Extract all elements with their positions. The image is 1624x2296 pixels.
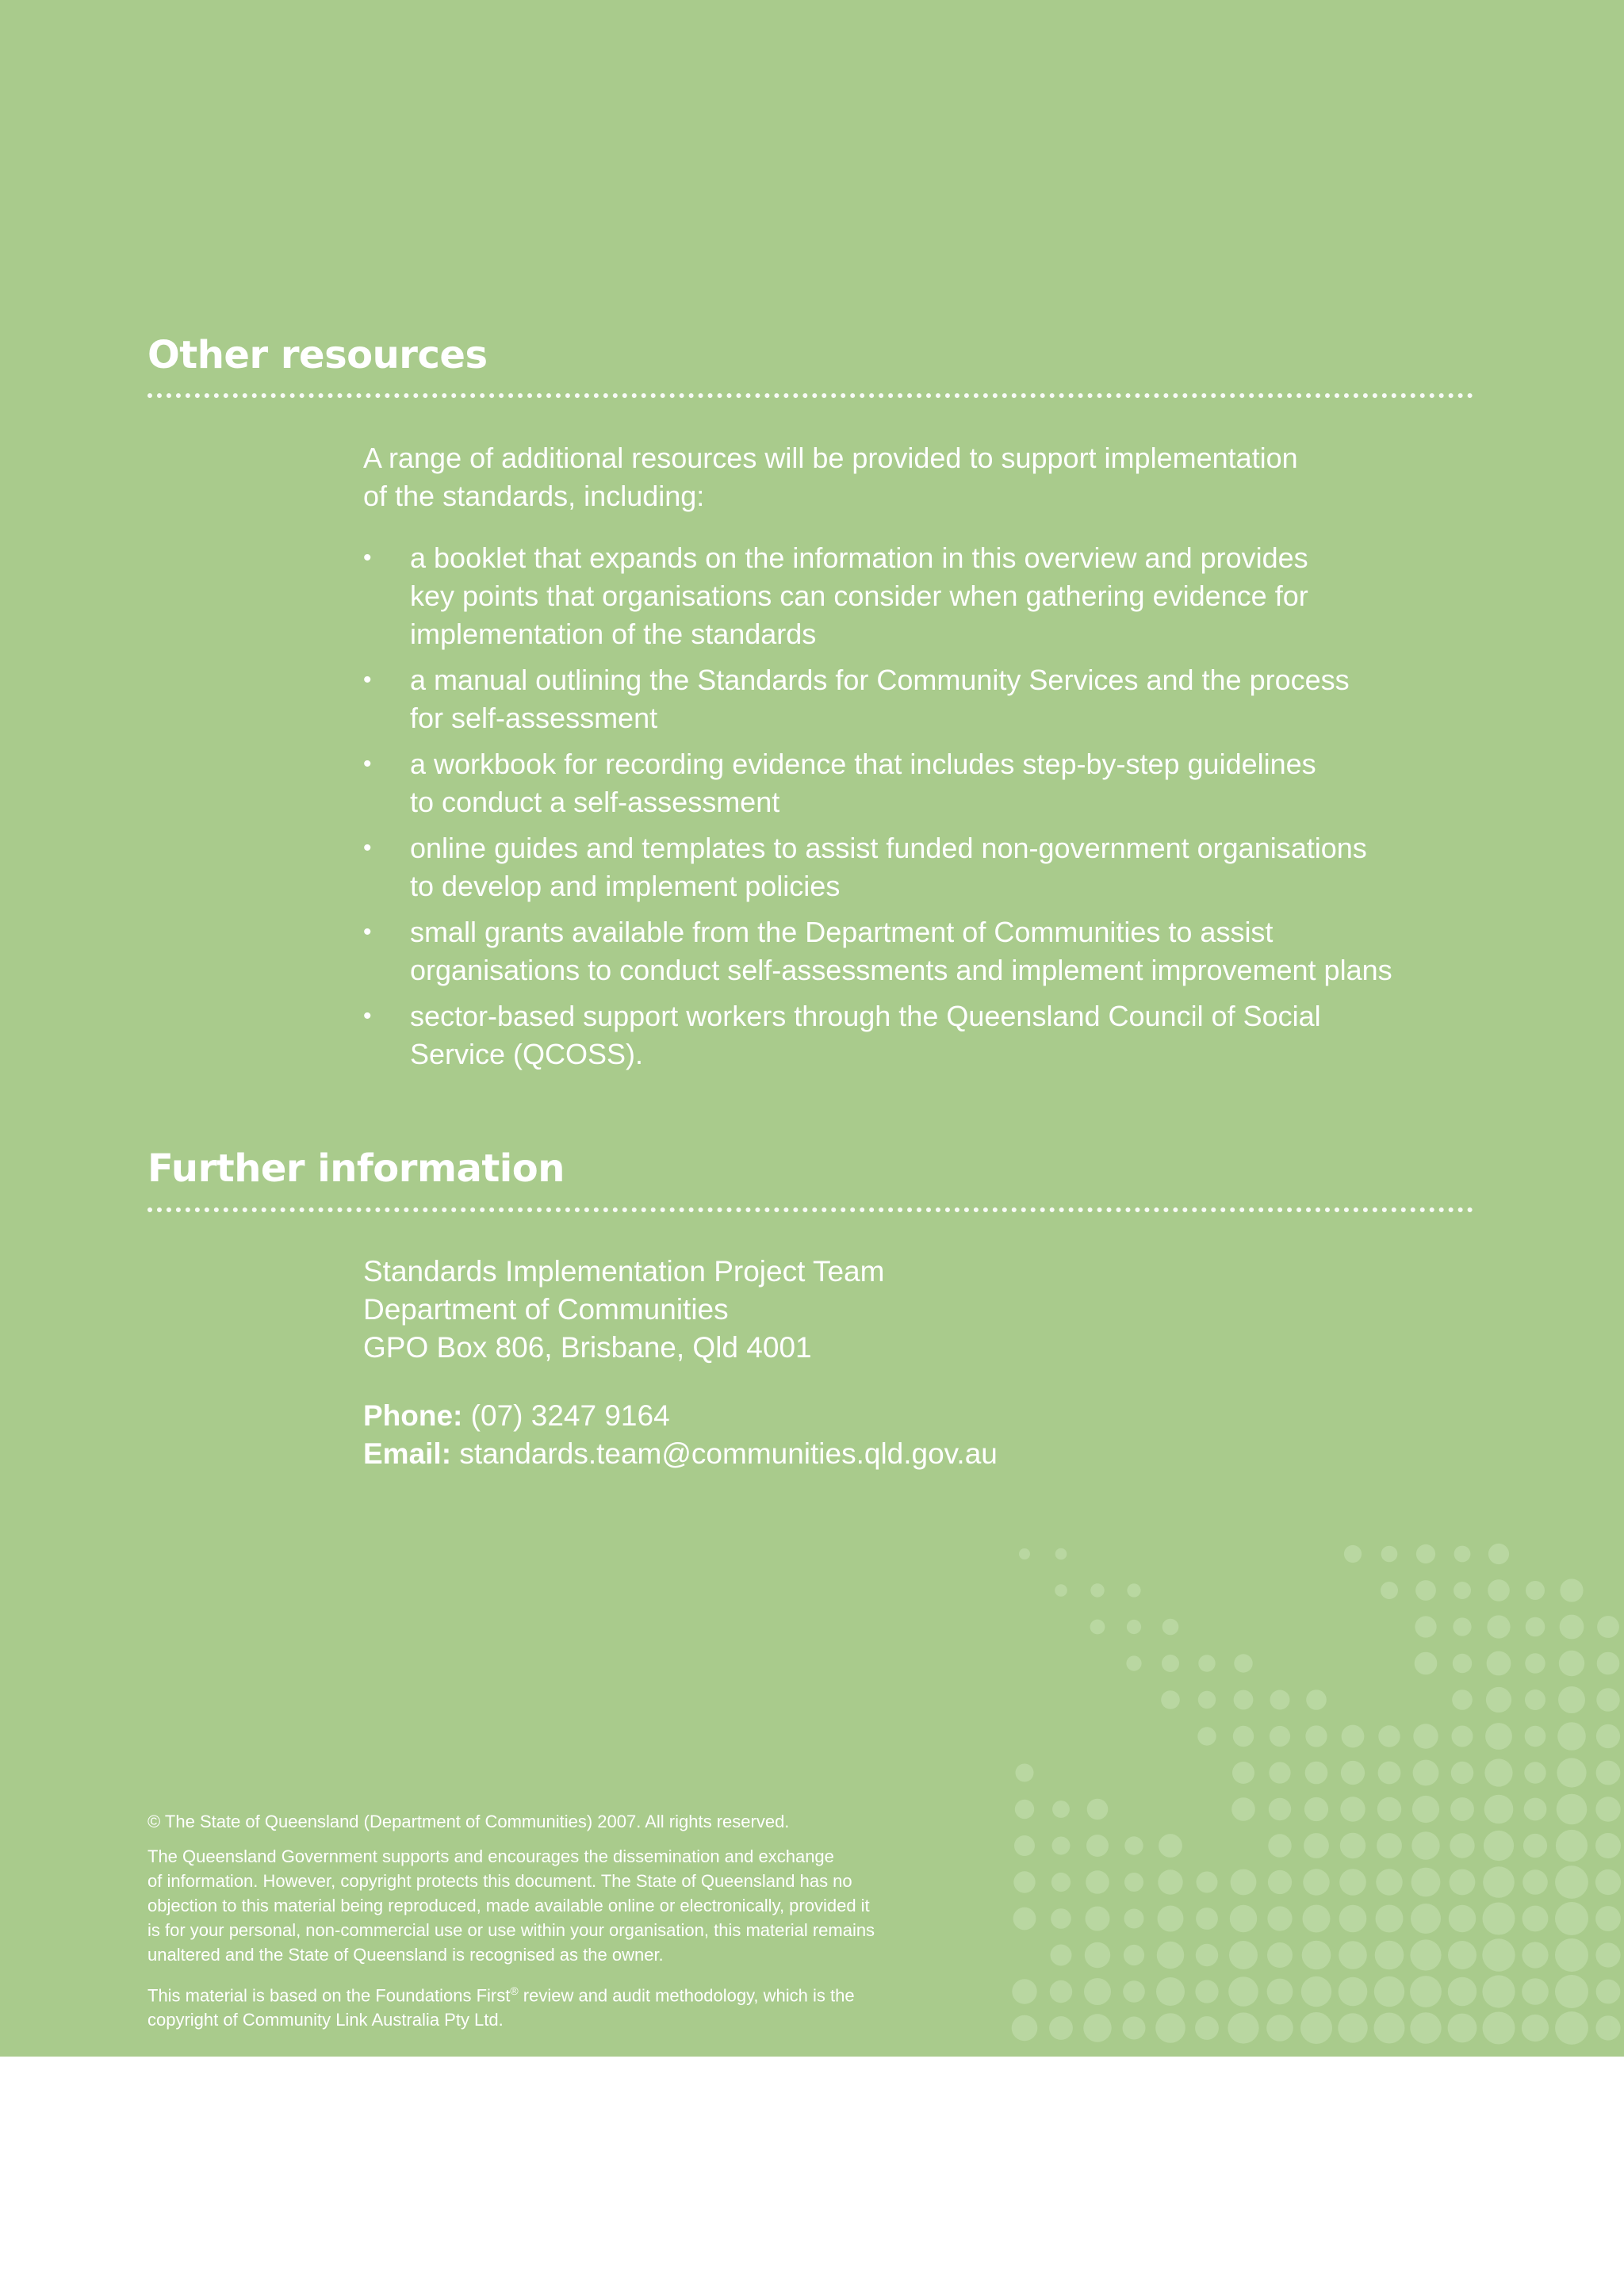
decorative-dot <box>1375 1941 1404 1970</box>
decorative-dot <box>1305 1725 1327 1747</box>
section-title-other-resources: Other resources <box>147 333 488 377</box>
decorative-dot <box>1267 1906 1292 1931</box>
decorative-dot <box>1157 1942 1184 1969</box>
fine-line: objection to this material being reproduced, made available online or electronically, provided it <box>147 1896 870 1915</box>
list-item-text: Service (QCOSS). <box>410 1038 644 1070</box>
fine-line: unaltered and the State of Queensland is recognised as the owner. <box>147 1945 664 1965</box>
decorative-dot <box>1012 1979 1036 2003</box>
decorative-dot <box>1301 1976 1331 2007</box>
decorative-dot <box>1340 1833 1365 1858</box>
fine-line: This material is based on the Foundations First <box>147 1985 511 2006</box>
decorative-dot <box>1454 1546 1471 1563</box>
decorative-dot <box>1269 1762 1290 1783</box>
decorative-dot <box>1453 1617 1471 1636</box>
decorative-dot <box>1232 1762 1254 1784</box>
decorative-dot <box>1415 1580 1436 1601</box>
list-item-text: online guides and templates to assist funded non-government organisations <box>410 832 1367 864</box>
decorative-dot <box>1230 1905 1257 1932</box>
contact-address <box>363 1253 1473 1367</box>
decorative-dot <box>1344 1545 1362 1563</box>
decorative-dot <box>1304 1833 1329 1858</box>
decorative-dot <box>1488 1579 1510 1601</box>
decorative-dot <box>1377 1833 1402 1858</box>
decorative-dot <box>1268 1834 1291 1857</box>
decorative-dot <box>1596 1761 1621 1785</box>
decorative-dot <box>1231 1869 1257 1896</box>
fine-line: review and audit methodology, which is the <box>518 1985 855 2006</box>
decorative-dot <box>1555 1866 1588 1899</box>
decorative-dot <box>1086 1907 1110 1931</box>
decorative-dot <box>1448 2014 1477 2043</box>
resources-list <box>363 539 1473 1081</box>
decorative-dot <box>1051 1945 1072 1966</box>
decorative-dot <box>1013 1908 1036 1931</box>
decorative-dot <box>1410 1939 1441 1970</box>
decorative-dot <box>1124 1909 1144 1929</box>
decorative-dot <box>1052 1837 1071 1855</box>
decorative-dot <box>1488 1544 1509 1564</box>
decorative-dot <box>1381 1582 1398 1599</box>
decorative-dot <box>1159 1834 1182 1858</box>
decorative-dot <box>1339 1905 1367 1933</box>
decorative-dot <box>1525 1689 1545 1710</box>
decorative-dot <box>1302 1941 1331 1970</box>
decorative-dot <box>1449 1905 1476 1932</box>
decorative-dot <box>1049 2016 1073 2040</box>
decorative-dot <box>1341 1761 1365 1785</box>
decorative-dot <box>1012 2015 1038 2042</box>
decorative-dot <box>1124 1945 1144 1965</box>
decorative-dot <box>1127 1583 1140 1597</box>
decorative-dot <box>1411 1868 1441 1897</box>
decorative-dot <box>1126 1655 1141 1670</box>
decorative-dot <box>1087 1799 1109 1820</box>
decorative-dot <box>1556 1830 1588 1862</box>
decorative-dot <box>1051 1873 1071 1892</box>
decorative-dot <box>1267 1942 1293 1968</box>
decorative-dot <box>1450 1833 1474 1858</box>
intro-paragraph <box>363 439 1473 515</box>
decorative-dot <box>1454 1582 1471 1599</box>
decorative-dot <box>1411 1831 1439 1859</box>
decorative-dot <box>1195 1980 1218 2003</box>
decorative-dot <box>1155 2013 1185 2043</box>
decorative-dot <box>1269 1798 1291 1820</box>
decorative-dot <box>1377 1797 1401 1821</box>
list-item <box>363 745 1473 821</box>
decorative-dot <box>1161 1690 1180 1709</box>
email-label: Email: <box>363 1437 452 1470</box>
list-item <box>363 829 1473 905</box>
address-line: Department of Communities <box>363 1293 729 1326</box>
decorative-dot <box>1158 1906 1184 1932</box>
decorative-dot <box>1090 1583 1104 1597</box>
decorative-dot <box>1270 1690 1290 1710</box>
decorative-dot <box>1558 1686 1585 1713</box>
decorative-dot <box>1555 1975 1588 2008</box>
decorative-dot <box>1483 1866 1515 1898</box>
decorative-dot <box>1560 1615 1584 1640</box>
decorative-dot <box>1016 1764 1034 1782</box>
decorative-dot <box>1266 2015 1293 2042</box>
decorative-dot <box>1339 1941 1367 1969</box>
decorative-dot <box>1410 2012 1441 2043</box>
decorative-dot <box>1055 1584 1067 1597</box>
decorative-dot <box>1342 1725 1365 1748</box>
copyright-notice: © The State of Queensland (Department of Communities) 2007. All rights reserved. <box>147 1812 790 1831</box>
list-item-text: for self-assessment <box>410 702 658 734</box>
bullet-icon: • <box>363 835 372 861</box>
decorative-dot <box>1597 1652 1620 1675</box>
decorative-dot <box>1595 1869 1621 1895</box>
copyright-paragraph <box>147 1844 988 1967</box>
decorative-dot <box>1374 2013 1405 2044</box>
fine-line: of information. However, copyright protects this document. The State of Queensland has no <box>147 1871 852 1891</box>
decorative-dot <box>1305 1762 1328 1785</box>
phone-label: Phone: <box>363 1399 463 1432</box>
section-divider <box>147 1207 1473 1212</box>
decorative-dot <box>1596 1980 1621 2004</box>
decorative-dot <box>1525 1653 1545 1673</box>
decorative-dot <box>1595 1797 1620 1821</box>
decorative-dot <box>1525 1726 1546 1747</box>
decorative-dot <box>1052 1800 1070 1818</box>
fine-line: copyright of Community Link Australia Pty Ltd. <box>147 2010 504 2030</box>
decorative-dot <box>1595 1906 1621 1931</box>
decorative-dot <box>1306 1689 1327 1710</box>
phone-value[interactable]: (07) 3247 9164 <box>470 1399 670 1432</box>
decorative-dot <box>1487 1615 1510 1638</box>
bullet-icon: • <box>363 1003 372 1029</box>
decorative-dot <box>1196 1944 1218 1966</box>
decorative-dot <box>1234 1654 1252 1672</box>
decorative-dot <box>1415 1616 1436 1637</box>
list-item-text: sector-based support workers through the Queensland Council of Social <box>410 1000 1321 1032</box>
decorative-dot <box>1338 2013 1367 2042</box>
list-item-text: to develop and implement policies <box>410 870 841 902</box>
decorative-dot <box>1123 2017 1146 2040</box>
decorative-dot <box>1485 1723 1512 1750</box>
decorative-dot <box>1378 1725 1400 1747</box>
decorative-dot <box>1234 1690 1254 1710</box>
decorative-dot <box>1197 1727 1216 1745</box>
decorative-dot <box>1487 1651 1511 1676</box>
decorative-dot <box>1452 1689 1473 1710</box>
decorative-dot <box>1522 1869 1548 1895</box>
list-item-text: to conduct a self-assessment <box>410 786 780 818</box>
decorative-dot <box>1162 1655 1179 1672</box>
decorative-dot <box>1124 1836 1143 1854</box>
decorative-dot <box>1557 1758 1586 1787</box>
decorative-dot <box>1158 1869 1182 1894</box>
decorative-dot <box>1339 1977 1368 2007</box>
decorative-dot <box>1448 1977 1477 2006</box>
decorative-dot <box>1014 1835 1035 1856</box>
decorative-dot <box>1484 1795 1514 1824</box>
decorative-dot <box>1523 1834 1547 1858</box>
decorative-dot <box>1555 2011 1588 2045</box>
methodology-paragraph <box>147 1979 988 2032</box>
decorative-dot <box>1486 1687 1511 1712</box>
bullet-icon: • <box>363 919 372 945</box>
decorative-dot <box>1378 1762 1401 1785</box>
contact-details <box>363 1397 1473 1473</box>
list-item <box>363 661 1473 737</box>
decorative-dot <box>1304 1797 1328 1821</box>
decorative-dot <box>1413 1760 1439 1786</box>
fine-line: The Queensland Government supports and encourages the dissemination and exchange <box>147 1846 834 1866</box>
decorative-dot <box>1195 2016 1219 2040</box>
decorative-dot <box>1083 2014 1111 2042</box>
decorative-dot <box>1452 1726 1473 1747</box>
decorative-dot <box>1412 1796 1439 1823</box>
address-line: Standards Implementation Project Team <box>363 1255 885 1288</box>
decorative-dot <box>1229 1941 1258 1969</box>
decorative-dot <box>1596 1724 1620 1748</box>
decorative-dot <box>1526 1617 1545 1637</box>
decorative-dot <box>1228 1976 1258 2007</box>
decorative-dot <box>1374 1976 1404 2007</box>
decorative-dot <box>1555 1902 1588 1935</box>
decorative-dot <box>1557 1722 1586 1751</box>
list-item-text: a booklet that expands on the information in this overview and provides <box>410 541 1308 574</box>
address-line: GPO Box 806, Brisbane, Qld 4001 <box>363 1331 812 1364</box>
decorative-dot <box>1557 1794 1588 1825</box>
decorative-dot <box>1522 1906 1549 1932</box>
section-divider <box>147 393 1473 398</box>
decorative-dot <box>1415 1652 1438 1675</box>
decorative-dot <box>1233 1726 1254 1747</box>
list-item-text: organisations to conduct self-assessments and implement improvement plans <box>410 954 1392 986</box>
decorative-dot <box>1055 1548 1067 1560</box>
decorative-dot <box>1197 1872 1218 1893</box>
decorative-dot <box>1303 1905 1331 1933</box>
decorative-dot <box>1482 1938 1515 1971</box>
decorative-dot <box>1376 1905 1404 1933</box>
list-item-text: implementation of the standards <box>410 618 817 650</box>
decorative-dot <box>1410 1976 1442 2007</box>
decorative-dot <box>1340 1797 1365 1821</box>
decorative-dot <box>1124 1873 1143 1892</box>
decorative-dot <box>1156 1977 1185 2006</box>
decorative-dot <box>1595 1833 1621 1858</box>
decorative-dot <box>1084 1978 1111 2005</box>
decorative-dot <box>1596 1688 1619 1711</box>
decorative-dot <box>1450 1869 1476 1896</box>
decorative-dot <box>1162 1619 1179 1636</box>
decorative-dot <box>1228 2012 1258 2043</box>
list-item-text: key points that organisations can consider when gathering evidence for <box>410 580 1308 612</box>
decorative-dot <box>1559 1651 1584 1676</box>
decorative-dot <box>1484 1831 1514 1861</box>
decorative-dot <box>1127 1620 1141 1634</box>
decorative-dot <box>1555 1938 1588 1972</box>
list-item <box>363 539 1473 653</box>
decorative-dot <box>1450 1797 1474 1821</box>
bullet-icon: • <box>363 545 372 571</box>
decorative-dot <box>1050 1980 1072 2003</box>
intro-line: of the standards, including: <box>363 480 705 512</box>
decorative-dot <box>1270 1726 1290 1747</box>
decorative-dot <box>1524 1762 1545 1783</box>
decorative-dot <box>1413 1724 1438 1748</box>
decorative-dot <box>1300 2012 1332 2044</box>
decorative-dot <box>1522 2015 1549 2042</box>
decorative-dot <box>1484 1758 1512 1786</box>
list-item-text: a manual outlining the Standards for Community Services and the process <box>410 664 1350 696</box>
decorative-dot <box>1123 1980 1145 2003</box>
decorative-dot <box>1482 1975 1515 2007</box>
section-title-further-information: Further information <box>147 1146 565 1191</box>
decorative-dot <box>1086 1835 1109 1857</box>
decorative-dot <box>1483 2012 1515 2045</box>
decorative-dot <box>1560 1578 1583 1601</box>
decorative-dot <box>1416 1544 1435 1563</box>
bullet-icon: • <box>363 667 372 693</box>
decorative-dot <box>1483 1903 1515 1935</box>
decorative-dot <box>1198 1655 1215 1671</box>
list-item-text: small grants available from the Department of Communities to assist <box>410 916 1274 948</box>
list-item <box>363 997 1473 1073</box>
decorative-dot <box>1522 1978 1549 2005</box>
decorative-dot <box>1595 1942 1620 1967</box>
decorative-dot <box>1090 1620 1105 1635</box>
list-item <box>363 913 1473 989</box>
decorative-dot <box>1526 1581 1545 1600</box>
decorative-dot <box>1267 1979 1293 2005</box>
decorative-dot <box>1453 1654 1472 1673</box>
intro-line: A range of additional resources will be provided to support implementation <box>363 442 1298 474</box>
decorative-dot <box>1339 1869 1366 1896</box>
registered-mark: ® <box>510 1984 519 1997</box>
decorative-dot <box>1448 1941 1477 1969</box>
decorative-dot <box>1013 1871 1035 1892</box>
decorative-dot <box>1086 1870 1109 1894</box>
email-link[interactable]: standards.team@communities.qld.gov.au <box>459 1437 998 1470</box>
decorative-dot <box>1451 1762 1473 1784</box>
decorative-dot <box>1595 2015 1620 2040</box>
decorative-dot <box>1268 1870 1292 1894</box>
decorative-dot <box>1411 1904 1441 1934</box>
decorative-dot <box>1522 1942 1548 1968</box>
decorative-dot <box>1231 1797 1255 1821</box>
decorative-dot <box>1381 1546 1398 1563</box>
decorative-dot <box>1015 1800 1034 1819</box>
decorative-dot <box>1303 1869 1329 1895</box>
bullet-icon: • <box>363 751 372 777</box>
decorative-dot <box>1051 1908 1071 1929</box>
list-item-text: a workbook for recording evidence that includes step-by-step guidelines <box>410 748 1316 780</box>
decorative-dot <box>1597 1616 1619 1638</box>
decorative-dot <box>1524 1798 1547 1821</box>
fine-line: is for your personal, non-commercial use or use within your organisation, this material remains <box>147 1920 875 1940</box>
decorative-dot <box>1085 1942 1110 1968</box>
decorative-dot <box>1019 1548 1030 1559</box>
decorative-dot <box>1376 1869 1402 1895</box>
decorative-dot <box>1196 1908 1218 1930</box>
decorative-dot <box>1198 1691 1216 1709</box>
